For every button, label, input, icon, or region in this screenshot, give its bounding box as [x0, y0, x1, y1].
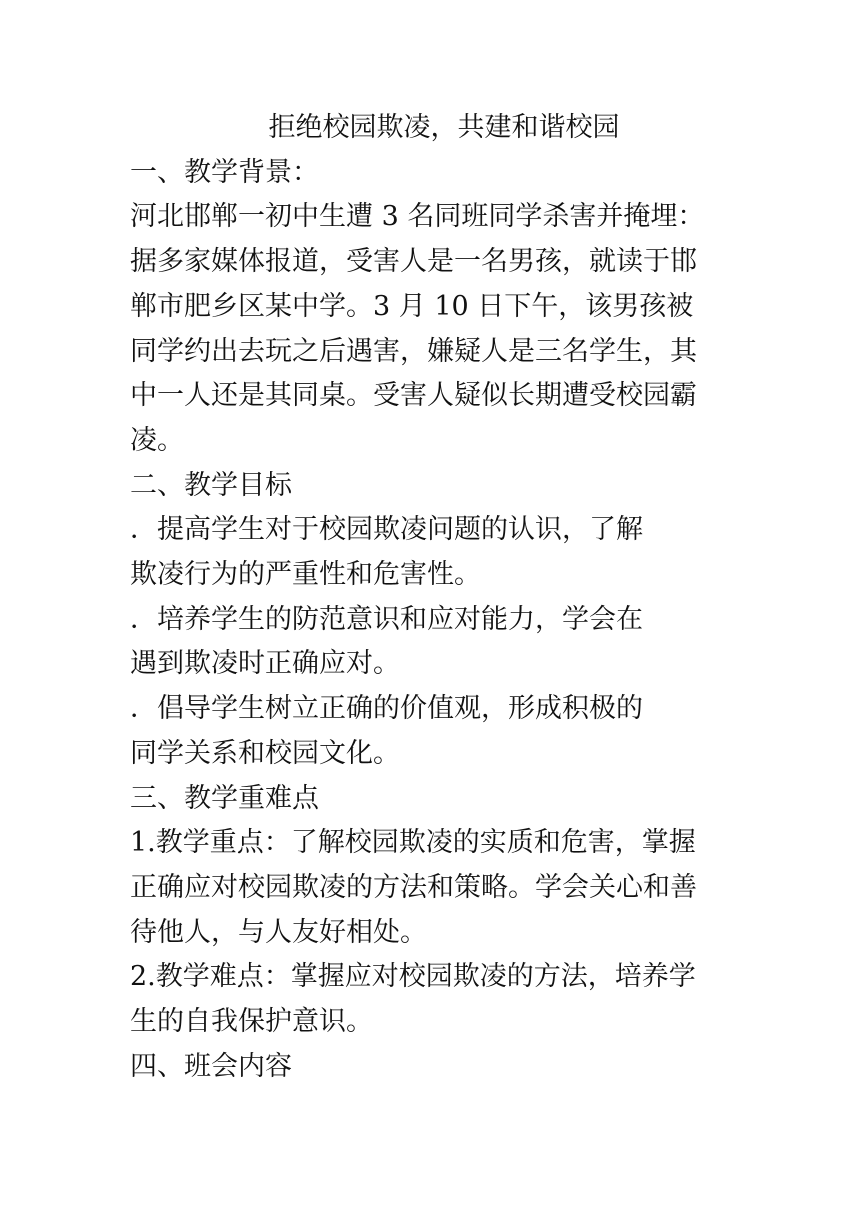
- paragraph-line: 凌。: [130, 424, 184, 456]
- paragraph-line: 中一人还是其同桌。受害人疑似长期遭受校园霸: [130, 380, 697, 412]
- key-point-line: 2.教学难点：掌握应对校园欺凌的方法，培养学: [130, 961, 696, 993]
- goal-item-line: 同学关系和校园文化。: [130, 737, 400, 769]
- goal-item-line: 遇到欺凌时正确应对。: [130, 648, 400, 680]
- key-point-line: 1.教学重点：了解校园欺凌的实质和危害，掌握: [130, 827, 696, 859]
- section-heading: 三、教学重难点: [130, 782, 319, 814]
- section-heading: 一、教学背景：: [130, 156, 319, 188]
- section-heading: 四、班会内容: [130, 1050, 292, 1082]
- key-point-line: 生的自我保护意识。: [130, 1006, 373, 1038]
- paragraph-line: 同学约出去玩之后遇害，嫌疑人是三名学生，其: [130, 335, 697, 367]
- goal-item-line: ．倡导学生树立正确的价值观，形成积极的: [130, 693, 643, 725]
- key-point-line: 待他人，与人友好相处。: [130, 916, 427, 948]
- document-title: 拒绝校园欺凌，共建和谐校园: [268, 112, 620, 143]
- paragraph-line: 河北邯郸一初中生遭 3 名同班同学杀害并掩埋：: [130, 201, 705, 233]
- goal-item-line: ．提高学生对于校园欺凌问题的认识，了解: [130, 514, 643, 546]
- paragraph-line: 郸市肥乡区某中学。3 月 10 日下午，该男孩被: [130, 290, 694, 322]
- section-heading: 二、教学目标: [130, 469, 292, 501]
- document-page: [130, 106, 740, 1089]
- section-content: [130, 1045, 740, 1090]
- paragraph-line: 据多家媒体报道，受害人是一名男孩，就读于邯: [130, 246, 697, 278]
- goal-item-line: ．培养学生的防范意识和应对能力，学会在: [130, 603, 643, 635]
- section-background: [130, 151, 740, 464]
- key-point-line: 正确应对校园欺凌的方法和策略。学会关心和善: [130, 871, 697, 903]
- section-goals: [130, 464, 740, 777]
- goal-item-line: 欺凌行为的严重性和危害性。: [130, 559, 481, 591]
- section-key-points: [130, 777, 740, 1045]
